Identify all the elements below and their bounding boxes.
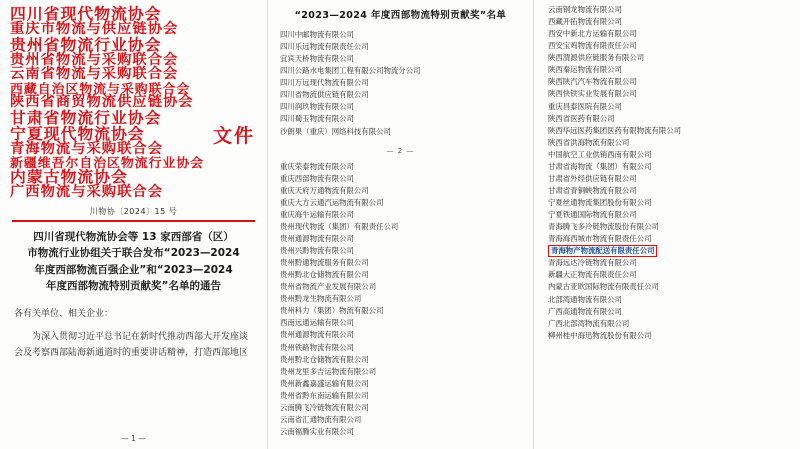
list-page-middle-column [268, 0, 534, 449]
list-item: 西安中新北方运输有限公司 [548, 29, 637, 39]
list-item: 四川万远现代物流有限公司 [280, 78, 369, 88]
list-item: 陕西陕汽汽车物流有限公司 [548, 77, 637, 87]
list-item: 贵州通源物流有限公司 [280, 233, 354, 243]
title-line: 年度西部物流百强企业”和“2023—2024 [34, 263, 233, 276]
list-page-title: “2023—2024 年度西部物流特别贡献奖”名单 [294, 10, 507, 21]
list-item: 重庆大方云通汽运物流有限公司 [280, 197, 384, 207]
list-item: 西安宝鸡物流有限责任公司 [548, 41, 637, 51]
list-item: 青海海西城市物流有限责任公司 [548, 234, 652, 244]
list-item: 中国航空工业供销西南有限公司 [548, 149, 652, 159]
list-item: 贵州铁路物流有限公司 [280, 342, 354, 352]
list-item: 贵州黔北仓储物流有限公司 [280, 270, 369, 280]
list-item: 贵州通源物流有限公司 [280, 330, 354, 340]
document-body [10, 307, 257, 361]
left-document [0, 0, 268, 449]
red-header-line: 内蒙古物流协会 [10, 168, 128, 187]
list-item: 四川公路水电集团工程有限公司物流分公司 [280, 66, 421, 76]
red-header-line: 宁夏现代物流协会 [10, 124, 145, 143]
company-list-group-top [280, 29, 521, 138]
red-header-line: 四川省现代物流协会 [10, 5, 162, 23]
list-item: 广西高通物流有限公司 [548, 306, 622, 316]
red-divider-line [12, 220, 255, 222]
left-page-number: — 1 — [121, 434, 146, 443]
red-header-line: 贵州省物流与采购联合会 [10, 51, 179, 68]
list-item: 甘肃省海物流（集团）有限公司 [548, 161, 652, 171]
red-organization-header [10, 6, 257, 200]
list-item: 内蒙古亚欧国际物流有限责任公司 [548, 282, 659, 292]
list-item: 西南远通运输有限公司 [280, 318, 354, 328]
red-header-line: 广西物流与采购联合会 [10, 184, 163, 201]
list-item: 沙朗果（重庆）网络科技有限公司 [280, 126, 391, 136]
list-item: 贵州省黔东南运输有限公司 [280, 390, 369, 400]
body-paragraph: 为深入贯彻习近平总书记在新时代推动西部大开发座谈会及考察西部陆海新通道时的重要讲话精神，打造西部地区 [14, 331, 249, 358]
list-page-right-column [534, 0, 800, 449]
list-item: 重庆荣泰物流有限公司 [280, 161, 354, 171]
list-item: 四川润玖物流有限公司 [280, 102, 354, 112]
list-item: 重庆海牛运输有限公司 [280, 209, 354, 219]
title-line: 四川省现代物流协会等 13 家西部省（区） [33, 231, 234, 244]
list-item: 陕西快铁实业发展有限公司 [548, 89, 637, 99]
list-item: 四川中邮物流有限公司 [280, 30, 354, 39]
red-header-line: 重庆市物流与供应链协会 [10, 21, 179, 38]
document-title [10, 229, 257, 294]
body-salutation: 各有关单位、相关企业： [14, 309, 114, 320]
list-item: 重庆昌泰医院有限公司 [548, 101, 622, 111]
red-header-line: 贵州省物流行业协会 [10, 35, 162, 54]
list-item: 云南福腾实业有限公司 [280, 426, 354, 436]
list-item: 贵州黔龙生物流有限公司 [280, 294, 362, 304]
list-item: 陕西省洪海物流有限公司 [548, 137, 630, 147]
highlight-box: 青海物产物流配送有限责任公司 [548, 245, 657, 256]
list-page-number: — 2 — [386, 146, 415, 155]
list-item: 云南省汇通物流有限公司 [280, 414, 362, 424]
list-item: 四川蜀玉物流有限公司 [280, 114, 354, 124]
red-header-line: 西藏自治区物流与采购联合会 [10, 80, 191, 96]
red-header-line: 甘肃省物流行业协会 [10, 108, 162, 127]
document-stamp-word: 文件 [212, 125, 255, 147]
list-item: 陕西秦运物流有限公司 [548, 65, 622, 75]
list-item: 西藏开拓物流有限公司 [548, 17, 622, 27]
list-item: 宁夏丝通物流集团股份有限公司 [548, 198, 652, 207]
company-list-group-right [548, 4, 790, 342]
list-item: 宁夏铁通国际物流有限公司 [548, 210, 637, 220]
list-item: 陕西省医药有限公司 [548, 113, 615, 123]
list-item: 贵州龙里多吉运物流有限公司 [280, 366, 377, 376]
list-item: 柳州桂中海迅物流股份有限公司 [548, 330, 652, 340]
highlighted-list-item [548, 245, 790, 257]
list-item: 陕西华远医药集团医药有限物流有限公司 [548, 125, 682, 135]
list-item: 北部湾通物流有限公司 [548, 294, 622, 304]
red-header-line: 青海物流与采购联合会 [10, 140, 163, 157]
list-item: 四川乐远物流有限责任公司 [280, 42, 369, 52]
list-item: 宜宾天桥物流有限公司 [280, 54, 354, 64]
list-item: 青海腾飞多冷链物流股份有限公司 [548, 222, 659, 232]
list-item: 贵州兴黔物流有限公司 [280, 246, 354, 255]
list-item: 贵州现代物流（集团）有限责任公司 [280, 221, 399, 231]
list-item: 贵州黔通物流服务有限公司 [280, 258, 369, 268]
list-item: 甘肃省青铜峡物流有限公司 [548, 185, 637, 195]
list-item: 贵州新鑫嘉盛运输有限公司 [280, 378, 369, 388]
list-item: 陕西渭源供应链服务有限公司 [548, 53, 645, 63]
company-list-group-bottom [280, 161, 521, 438]
list-item: 贵州科力（集团）物流有限公司 [280, 306, 384, 316]
list-item: 贵州省物流产业发展有限公司 [280, 282, 377, 292]
list-item: 四川省物流供应链有限公司 [280, 90, 369, 100]
list-item: 云南腾飞冷链物流有限公司 [280, 402, 369, 412]
red-header-line: 陕西省商贸物流供应链协会 [10, 93, 194, 110]
list-item: 重庆西部物流有限公司 [280, 173, 354, 183]
list-item: 青海远达冷链物流有限公司 [548, 258, 637, 268]
list-item: 重庆天府万通物流有限公司 [280, 185, 369, 195]
red-header-line: 云南省物流与采购联合会 [10, 66, 179, 83]
list-item: 贵州黔北仓储物流有限公司 [280, 354, 369, 364]
red-header-line: 新疆维吾尔自治区物流行业协会 [10, 155, 205, 171]
document-number: 川物协〔2024〕15 号 [89, 207, 178, 217]
list-item: 广西北部湾物流有限公司 [548, 318, 630, 328]
title-line: 年度西部物流特别贡献奖”名单的通告 [46, 279, 221, 292]
list-item: 甘肃省外经供应链有限公司 [548, 173, 637, 183]
list-item: 新疆大正物流有限责任公司 [548, 270, 637, 280]
list-item: 云南钢龙物流有限公司 [548, 5, 622, 14]
title-line: 市物流行业协组关于联合发布“2023—2024 [27, 247, 240, 260]
